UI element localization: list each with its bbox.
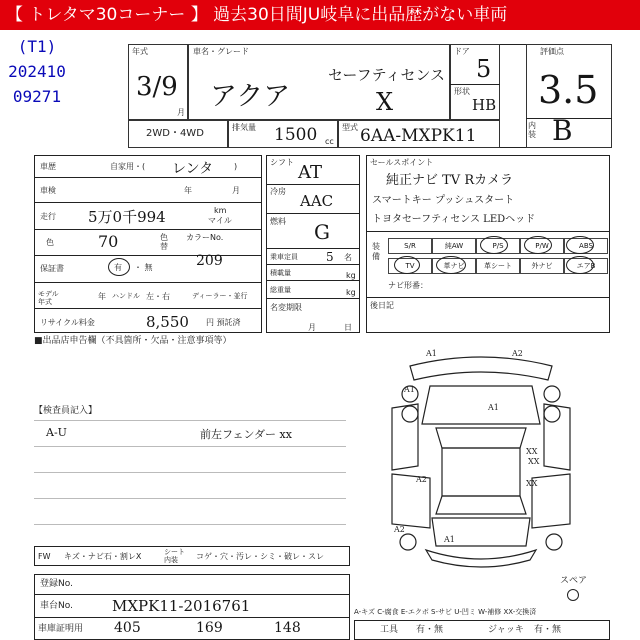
details-section: [34, 155, 262, 333]
shift-label: シフト: [270, 158, 294, 167]
note-line-1: [34, 420, 346, 421]
option-power-windows: P/W: [520, 238, 564, 254]
sales-line-3: トヨタセーフティセンス LEDヘッド: [372, 214, 536, 225]
regchange-day: 日: [344, 323, 352, 332]
circle-oem-navi: [436, 256, 466, 274]
fw-label: FW: [38, 552, 51, 561]
history-close: ): [234, 162, 238, 171]
spare-label: スペア: [560, 576, 588, 586]
left-fender-outline: [392, 404, 418, 470]
handle-value: 左・右: [146, 292, 170, 301]
year-value: 3/9: [136, 72, 178, 102]
history-use: 自家用・(: [110, 162, 146, 171]
bottom-line-2: [34, 617, 350, 618]
cert-length: 148: [274, 620, 301, 636]
door-divider: [450, 84, 500, 85]
stamp-line-2: 202410: [8, 62, 66, 81]
inspection-month: 月: [232, 186, 240, 195]
mid-row-line-3: [266, 248, 360, 249]
inspector-note-2: 前左フェンダー xx: [200, 428, 292, 441]
weight-unit: kg: [346, 288, 356, 297]
load-label: 積載量: [270, 269, 291, 277]
note-line-5: [34, 524, 346, 525]
option-oem-navi: 革ナビ: [432, 258, 476, 274]
sales-label: セールスポイント: [370, 158, 434, 167]
history-label: 車歴: [40, 162, 56, 171]
grade-line-2: X: [376, 88, 394, 116]
color-label: 色: [46, 238, 54, 247]
drive-label: 2WD・4WD: [146, 128, 204, 139]
tools-label: 工具: [380, 625, 399, 635]
seat-items: コゲ・穴・汚レ・シミ・破レ・スレ: [196, 552, 324, 561]
equip-label: 装備: [372, 242, 380, 261]
damage-mark-5: A2: [416, 475, 427, 484]
circle-power-windows: [524, 236, 552, 254]
model-label: 型式: [342, 123, 358, 132]
interior-label: 内装: [528, 121, 536, 139]
warranty-no: ・ 無: [134, 263, 153, 272]
mid-row-line-6: [266, 298, 360, 299]
damage-mark-3: A1: [404, 385, 415, 394]
grade-line-1: セーフティセンス: [328, 66, 446, 84]
warranty-label: 保証書: [40, 264, 64, 273]
damage-mark-8: XX: [526, 479, 538, 488]
circle-tv: [394, 256, 420, 274]
score-value: 3.5: [538, 68, 599, 112]
note-line-4: [34, 498, 346, 499]
displacement-value: 1500: [274, 125, 318, 145]
details-row-line-6: [34, 308, 262, 309]
sales-line-2: スマートキー プッシュスタート: [372, 195, 515, 206]
dealer-label: ディーラー・並行: [192, 292, 248, 300]
rear-glass-outline: [436, 496, 526, 514]
option-sunroof: S/R: [388, 238, 432, 254]
mid-row-line-4: [266, 264, 360, 265]
damage-legend: A-キズ C-腐食 E-エクボ S-サビ U-凹ミ W-補修 XX-交換済: [354, 608, 537, 616]
model-year-label: モデル年式: [38, 290, 59, 306]
details-row-line-3: [34, 229, 262, 230]
shape-label: 形状: [454, 87, 470, 96]
wheel-front-right-2: [544, 406, 560, 422]
option-aftermarket-navi: 外ナビ: [520, 258, 564, 274]
chassis-label: 車台No.: [40, 601, 73, 611]
capacity-unit: 名: [344, 253, 352, 262]
cert-width: 405: [114, 620, 141, 636]
option-abs: ABS: [564, 238, 608, 254]
option-tv: TV: [388, 258, 432, 274]
option-power-steering: P/S: [476, 238, 520, 254]
displacement-unit: cc: [325, 137, 334, 146]
damage-mark-9: A1: [444, 535, 455, 544]
circle-abs: [566, 236, 594, 254]
name-label: 車名・グレード: [193, 47, 249, 56]
color-value: 70: [98, 232, 119, 251]
details-row-line-5: [34, 282, 262, 283]
rear-divider: [366, 297, 610, 298]
capacity-label: 乗車定員: [270, 253, 298, 261]
damage-mark-6: XX: [526, 447, 538, 456]
weight-label: 総重量: [270, 286, 291, 294]
details-row-line-1: [34, 177, 262, 178]
damage-mark-4: A1: [488, 403, 499, 412]
fw-items: キズ・ナビ石・割レX: [64, 552, 142, 561]
model-year-unit: 年: [98, 292, 106, 301]
cert-height: 169: [196, 620, 223, 636]
wheel-rear-right: [546, 534, 562, 550]
car-name: アクア: [210, 81, 291, 112]
wheel-front-right-1: [544, 386, 560, 402]
mileage-label: 走行: [40, 212, 56, 221]
roof-outline: [442, 448, 520, 496]
front-bumper-outline: [410, 357, 552, 380]
note-line-2: [34, 446, 346, 447]
windshield-outline: [436, 428, 526, 448]
remarks-label: ■出品店申告欄（不具箇所・欠品・注意事項等）: [34, 336, 232, 346]
mileage-value: 5万0千994: [88, 208, 166, 226]
interior-value: B: [552, 114, 573, 147]
reg-label: 登録No.: [40, 579, 73, 589]
year-label: 年式: [132, 47, 148, 56]
capacity-value: 5: [326, 250, 334, 264]
score-label: 評価点: [540, 47, 564, 56]
color-no-label: カラーNo.: [186, 233, 224, 242]
regchange-label: 名変期限: [270, 303, 302, 312]
navi-model-label: ナビ形番：: [388, 281, 428, 290]
history-value: レンタ: [172, 161, 214, 177]
recycle-label: リサイクル料金: [40, 318, 95, 327]
bottom-line-1: [34, 594, 350, 595]
lot-stamp: [6, 34, 68, 109]
jack-value: 有・無: [534, 625, 562, 635]
mid-row-line-5: [266, 280, 360, 281]
ac-value: AAC: [300, 192, 334, 210]
damage-mark-2: A2: [512, 349, 523, 358]
cert-label: 車庫証明用: [38, 624, 84, 634]
warranty-yes: 有: [114, 263, 122, 272]
displacement-label: 排気量: [232, 123, 256, 132]
details-row-line-2: [34, 202, 262, 203]
inspection-year: 年: [184, 186, 192, 195]
stamp-line-3: 09271: [12, 87, 62, 106]
fuel-label: 燃料: [270, 217, 286, 226]
mileage-unit-mile: マイル: [208, 216, 232, 225]
option-airbag: エアB: [564, 258, 608, 274]
option-leather-seat: 革シート: [476, 258, 520, 274]
model-value: 6AA-MXPK11: [360, 126, 477, 146]
option-alloy-wheels: 純AW: [432, 238, 476, 254]
ac-label: 冷房: [270, 187, 286, 196]
door-label: ドア: [454, 47, 470, 56]
inspector-note-1: A-U: [46, 426, 67, 439]
tools-value: 有・無: [416, 625, 444, 635]
car-damage-diagram: [370, 346, 592, 586]
inspection-label: 車検: [40, 186, 56, 195]
circle-power-steering: [480, 236, 508, 254]
year-month-unit: 月: [177, 108, 185, 117]
note-line-3: [34, 472, 346, 473]
load-unit: kg: [346, 271, 356, 280]
shift-value: AT: [298, 162, 323, 183]
wheel-rear-left: [400, 534, 416, 550]
spare-icon: [567, 589, 579, 601]
details-row-line-4: [34, 255, 262, 256]
right-door-outline: [532, 474, 570, 528]
seat-label: シート内装: [164, 548, 185, 564]
stamp-line-1: (T1): [17, 37, 57, 56]
sales-line-1: 純正ナビ TV Rカメラ: [386, 173, 514, 188]
sales-divider: [366, 231, 610, 232]
hood-outline: [422, 386, 540, 424]
wheel-front-left-2: [402, 406, 418, 422]
fuel-value: G: [314, 220, 330, 244]
handle-label: ハンドル: [112, 292, 140, 300]
right-fender-outline: [544, 404, 570, 470]
recycle-unit: 円 預託済: [206, 318, 241, 327]
chassis-value: MXPK11-2016761: [112, 597, 251, 615]
damage-mark-10: A2: [394, 525, 405, 534]
inspector-label: 【検査員記入】: [34, 406, 98, 416]
door-value: 5: [476, 55, 492, 83]
circle-airbag: [566, 256, 594, 274]
mid-row-line-1: [266, 184, 360, 185]
rear-notes-label: 後日記: [370, 301, 394, 310]
jack-label: ジャッキ: [488, 625, 524, 635]
damage-mark-1: A1: [426, 349, 437, 358]
recycle-value: 8,550: [146, 313, 189, 331]
rear-bumper-outline: [426, 550, 536, 567]
mid-row-line-2: [266, 213, 360, 214]
top-banner: 【 トレタマ30コーナー 】 過去30日間JU岐阜に出品歴がない車両: [0, 0, 640, 30]
regchange-month: 月: [308, 323, 316, 332]
shape-value: HB: [472, 96, 497, 114]
damage-mark-7: XX: [528, 457, 540, 466]
color-change-label: 色替: [160, 233, 168, 251]
mileage-unit-km: km: [214, 206, 227, 215]
color-no-value: 209: [196, 253, 223, 269]
